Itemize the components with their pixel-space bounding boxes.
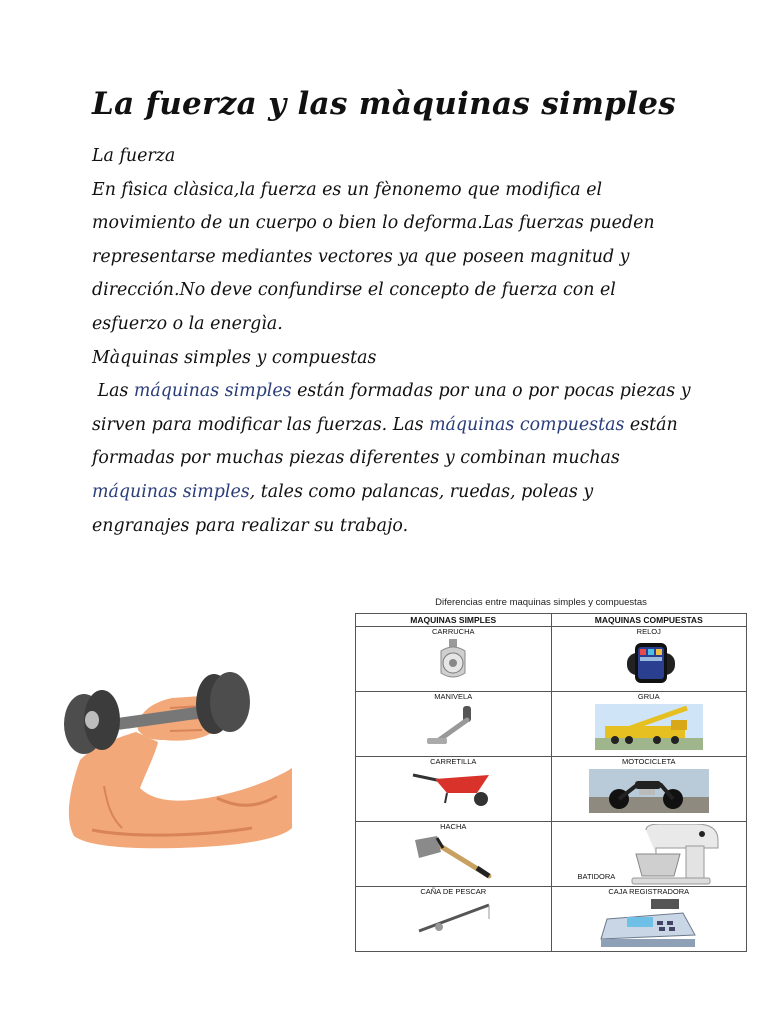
text-segment: están formadas por una o por pocas piezas y sirven para modificar las fuerzas. Las [92,381,691,435]
section-heading-maquinas: Màquinas simples y compuestas [92,347,377,368]
paragraph-maquinas [92,375,692,543]
label-caja-registradora: CAJA REGISTRADORA [608,887,690,896]
crane-truck-icon [595,704,703,750]
cell-hacha [356,822,552,887]
smartwatch-icon [609,639,689,687]
comparison-table [355,596,747,952]
label-cana-de-pescar: CAÑA DE PESCAR [420,887,487,896]
cell-manivela [356,692,552,757]
text-segment: , tales como palancas, ruedas, poleas y engranajes para realizar su trabajo. [92,481,594,536]
pulley-icon [433,639,473,683]
fishing-rod-icon [413,899,493,939]
link-maquinas-simples-2[interactable]: máquinas simples [92,481,250,502]
label-reloj: RELOJ [636,627,661,636]
label-hacha: HACHA [440,822,467,831]
table-row [356,627,747,692]
body-text [92,140,692,543]
motorcycle-icon [589,769,709,813]
axe-icon [413,834,493,882]
text-segment: están formadas por muchas piezas diferentes y combinan muchas [92,414,678,469]
table-row [356,692,747,757]
label-carrucha: CARRUCHA [431,627,475,636]
text-segment: Las [97,381,134,402]
header-simples: MAQUINAS SIMPLES [356,614,552,627]
cell-cana-de-pescar [356,887,552,952]
cell-carrucha [356,627,552,692]
table-row [356,887,747,952]
label-carretilla: CARRETILLA [430,757,477,766]
table-header-row [356,614,747,627]
cell-batidora [551,822,747,887]
wheelbarrow-icon [411,769,495,809]
label-batidora: BATIDORA [577,872,616,881]
cell-grua [551,692,747,757]
label-manivela: MANIVELA [434,692,473,701]
table-caption: Diferencias entre maquinas simples y compuestas [435,597,647,608]
page-title: La fuerza y las màquinas simples [91,86,676,122]
cell-carretilla [356,757,552,822]
comparison-grid [355,613,747,952]
link-maquinas-simples[interactable]: máquinas simples [133,381,292,402]
header-compuestas: MAQUINAS COMPUESTAS [551,614,747,627]
paragraph-fuerza: En fìsica clàsica,la fuerza es un fènonemo que modifica el movimiento de un cuerpo o bien lo deforma.Las fuerzas pueden representarse mediantes vectores ya que poseen magnitud y dirección.No deve confundirse el concepto de fuerza con el esfuerzo o la energìa. [92,179,655,334]
stand-mixer-icon [626,824,722,886]
cell-motocicleta [551,757,747,822]
link-maquinas-compuestas[interactable]: máquinas compuestas [429,414,625,435]
table-row [356,822,747,887]
crank-handle-icon [423,704,483,750]
cell-caja-registradora [551,887,747,952]
table-row [356,757,747,822]
label-motocicleta: MOTOCICLETA [622,757,676,766]
arm-dumbbell-illustration [52,668,302,868]
section-heading-fuerza: La fuerza [92,146,176,166]
label-grua: GRUA [637,692,660,701]
cell-reloj [551,627,747,692]
cash-register-icon [597,899,701,949]
